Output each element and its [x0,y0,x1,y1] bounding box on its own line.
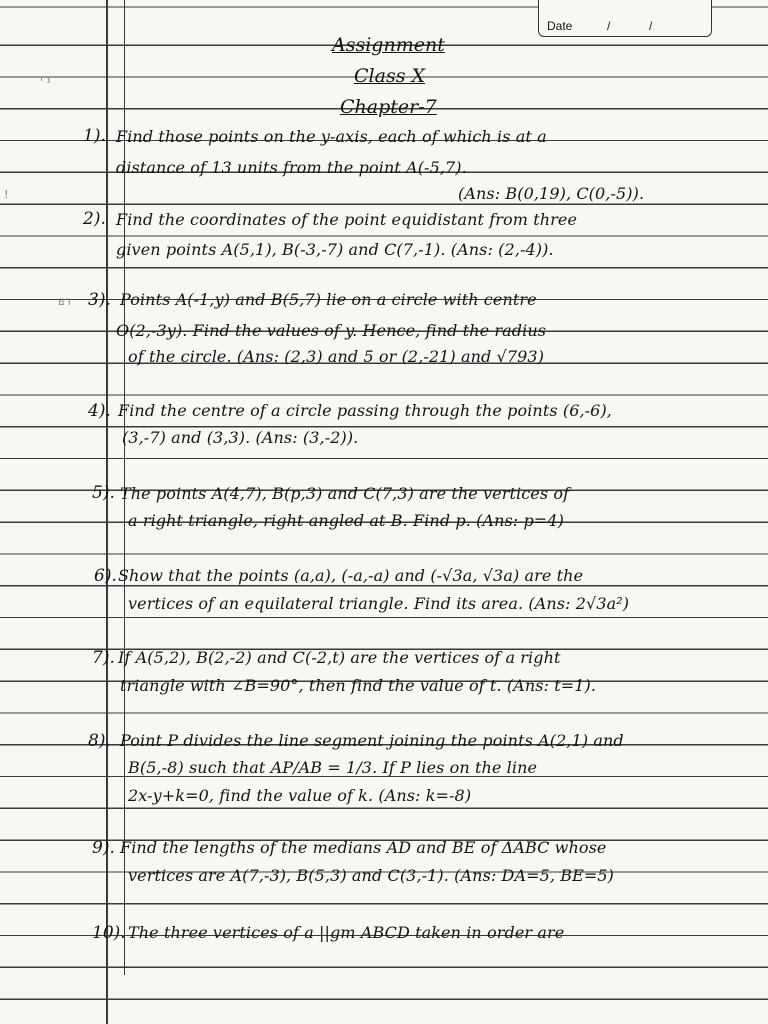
margin-rule [106,0,108,1024]
date-label: Date [547,19,573,33]
date-separator: / [649,19,653,33]
margin-mark: ! [4,188,9,201]
question-number: 9). [92,838,115,858]
answer-line: (Ans: B(0,19), C(0,-5)). [458,184,645,203]
question-number: 3). [88,290,111,310]
question-line: Find those points on the y-axis, each of which is at a [116,127,547,146]
question-line: If A(5,2), B(2,-2) and C(-2,t) are the vertices of a right [118,648,561,667]
question-line: Points A(-1,y) and B(5,7) lie on a circle with centre [120,290,537,309]
question-line: The three vertices of a ||gm ABCD taken in order are [128,923,565,942]
question-line: distance of 13 units from the point A(-5,7). [116,158,467,177]
question-line: triangle with ∠B=90°, then find the value of t. (Ans: t=1). [120,676,597,695]
question-line: Show that the points (a,a), (-a,-a) and (-√3a, √3a) are the [118,566,584,585]
question-number: 1). [83,126,106,146]
question-number: 5). [92,483,115,503]
margin-mark: ' ¹ [40,76,51,89]
question-line: Find the coordinates of the point equidistant from three [116,210,578,229]
question-number: 7). [92,648,115,668]
question-line: The points A(4,7), B(p,3) and C(7,3) are the vertices of [120,484,570,503]
date-separator: / [607,19,611,33]
date-box [538,0,712,37]
question-line: vertices of an equilateral triangle. Find its area. (Ans: 2√3a²) [128,594,630,613]
question-line: Point P divides the line segment joining the points A(2,1) and [120,731,624,750]
question-number: 6). [94,566,117,586]
question-line: a right triangle, right angled at B. Find p. (Ans: p=4) [128,511,564,530]
question-number: 4). [88,401,111,421]
question-line: given points A(5,1), B(-3,-7) and C(7,-1). (Ans: (2,-4)). [116,240,554,259]
question-line: Find the centre of a circle passing through the points (6,-6), [118,401,612,420]
assignment-title: Assignment [332,34,445,56]
class-heading: Class X [354,65,426,87]
question-number: 10). [92,923,126,943]
question-line: O(2,-3y). Find the values of y. Hence, find the radius [116,321,547,340]
chapter-heading: Chapter-7 [340,96,437,118]
margin-mark: ยา [58,295,71,308]
question-line: Find the lengths of the medians AD and BE of ΔABC whose [120,838,607,857]
question-line: 2x-y+k=0, find the value of k. (Ans: k=-8) [128,786,472,805]
question-line: vertices are A(7,-3), B(5,3) and C(3,-1). (Ans: DA=5, BE=5) [128,866,615,885]
question-line: (3,-7) and (3,3). (Ans: (3,-2)). [122,428,359,447]
question-number: 8). [88,731,111,751]
question-line: of the circle. (Ans: (2,3) and 5 or (2,-21) and √793) [128,347,545,366]
question-line: B(5,-8) such that AP/AB = 1/3. If P lies on the line [128,758,538,777]
question-number: 2). [83,209,106,229]
